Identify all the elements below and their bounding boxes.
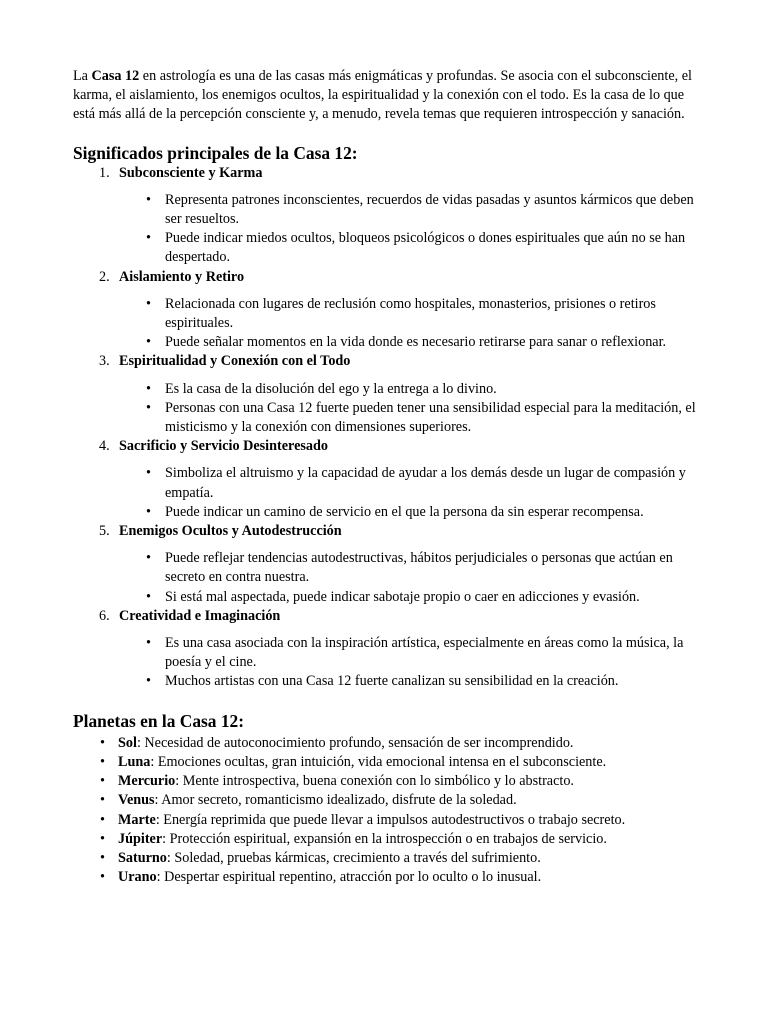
item-title: Subconsciente y Karma <box>119 164 263 181</box>
planet-description: : Soledad, pruebas kármicas, crecimiento a través del sufrimiento. <box>166 849 541 866</box>
planet-item <box>118 830 696 849</box>
intro-text: en astrología es una de las casas más enigmáticas y profundas. Se asocia con el subconsciente, el karma, el aislamiento, los enemigos ocultos, la espiritualidad y la conexión con el todo. Es la casa de lo que está más allá de la percepción consciente y, a menudo, revela temas que requieren introspección y sanación. <box>73 68 692 123</box>
planet-name: Marte <box>118 811 156 828</box>
planet-description: : Protección espiritual, expansión en la introspección o en trabajos de servicio. <box>162 830 607 847</box>
item-number: 5. <box>99 523 110 540</box>
planet-name: Luna <box>118 753 151 770</box>
planet-item <box>118 849 696 868</box>
intro-paragraph <box>73 67 693 125</box>
planet-name: Saturno <box>118 849 167 866</box>
significado-item <box>73 437 696 522</box>
item-number: 1. <box>99 164 110 181</box>
item-number: 6. <box>99 607 110 624</box>
bullet-item: • Puede señalar momentos en la vida donde es necesario retirarse para sanar o reflexionar. <box>165 333 699 352</box>
item-number: 4. <box>99 438 110 455</box>
item-bullets <box>119 380 696 438</box>
planet-description: : Despertar espiritual repentino, atracción por lo oculto o lo inusual. <box>156 869 542 886</box>
bullet-item: • Personas con una Casa 12 fuerte pueden tener una sensibilidad especial para la meditación, el misticismo y la conexión con dimensiones superiores. <box>165 399 699 437</box>
planet-name: Venus <box>118 792 155 809</box>
item-title: Sacrificio y Servicio Desinteresado <box>119 438 328 455</box>
significado-item <box>73 522 696 607</box>
planet-item <box>118 811 696 830</box>
significado-item <box>73 352 696 437</box>
intro-bold-term: Casa 12 <box>91 68 140 84</box>
item-title: Aislamiento y Retiro <box>119 268 245 285</box>
item-title: Espiritualidad y Conexión con el Todo <box>119 353 351 370</box>
planet-description: : Amor secreto, romanticismo idealizado, disfrute de la soledad. <box>154 792 517 809</box>
item-title: Enemigos Ocultos y Autodestrucción <box>119 523 342 540</box>
item-bullets <box>119 634 696 692</box>
planet-item <box>118 791 696 810</box>
planet-name: Urano <box>118 869 157 886</box>
intro-prefix: La <box>73 68 92 84</box>
bullet-item: • Es una casa asociada con la inspiración artística, especialmente en áreas como la música, la poesía y el cine. <box>165 634 699 672</box>
item-bullets <box>119 464 696 522</box>
significado-item <box>73 268 696 353</box>
significado-item <box>73 164 696 268</box>
bullet-item: • Puede reflejar tendencias autodestructivas, hábitos perjudiciales o personas que actúan en secreto en contra nuestra. <box>165 549 699 587</box>
planet-name: Júpiter <box>118 830 163 847</box>
planet-item <box>118 734 696 753</box>
bullet-item: • Simboliza el altruismo y la capacidad de ayudar a los demás desde un lugar de compasión y empatía. <box>165 464 699 502</box>
significado-item <box>73 607 696 692</box>
item-bullets <box>119 549 696 607</box>
item-number: 3. <box>99 353 110 370</box>
item-number: 2. <box>99 268 110 285</box>
bullet-item: • Si está mal aspectada, puede indicar sabotaje propio o caer en adicciones y evasión. <box>165 588 699 607</box>
significados-list <box>73 164 696 692</box>
bullet-item: • Representa patrones inconscientes, recuerdos de vidas pasadas y asuntos kármicos que deben ser resueltos. <box>165 191 699 229</box>
item-bullets <box>119 295 696 353</box>
bullet-item: • Es la casa de la disolución del ego y la entrega a lo divino. <box>165 380 699 399</box>
planet-description: : Necesidad de autoconocimiento profundo, sensación de ser incomprendido. <box>136 734 574 751</box>
planet-name: Sol <box>118 734 137 751</box>
bullet-item: • Puede indicar miedos ocultos, bloqueos psicológicos o dones espirituales que aún no se han despertado. <box>165 229 699 267</box>
bullet-item: • Puede indicar un camino de servicio en el que la persona da sin esperar recompensa. <box>165 503 699 522</box>
significados-heading: Significados principales de la Casa 12: <box>73 142 358 163</box>
planet-name: Mercurio <box>118 773 176 790</box>
item-title: Creatividad e Imaginación <box>119 607 281 624</box>
planet-item <box>118 772 696 791</box>
planet-description: : Emociones ocultas, gran intuición, vida emocional intensa en el subconsciente. <box>150 753 607 770</box>
item-bullets <box>119 191 696 268</box>
planet-item <box>118 753 696 772</box>
bullet-item: • Muchos artistas con una Casa 12 fuerte canalizan su sensibilidad en la creación. <box>165 672 699 691</box>
planetas-list <box>73 734 696 888</box>
planet-description: : Energía reprimida que puede llevar a impulsos autodestructivos o trabajo secreto. <box>155 811 626 828</box>
planetas-heading: Planetas en la Casa 12: <box>73 710 245 731</box>
planet-item <box>118 868 696 887</box>
bullet-item: • Relacionada con lugares de reclusión como hospitales, monasterios, prisiones o retiros espirituales. <box>165 295 699 333</box>
planet-description: : Mente introspectiva, buena conexión con lo simbólico y lo abstracto. <box>175 773 574 790</box>
